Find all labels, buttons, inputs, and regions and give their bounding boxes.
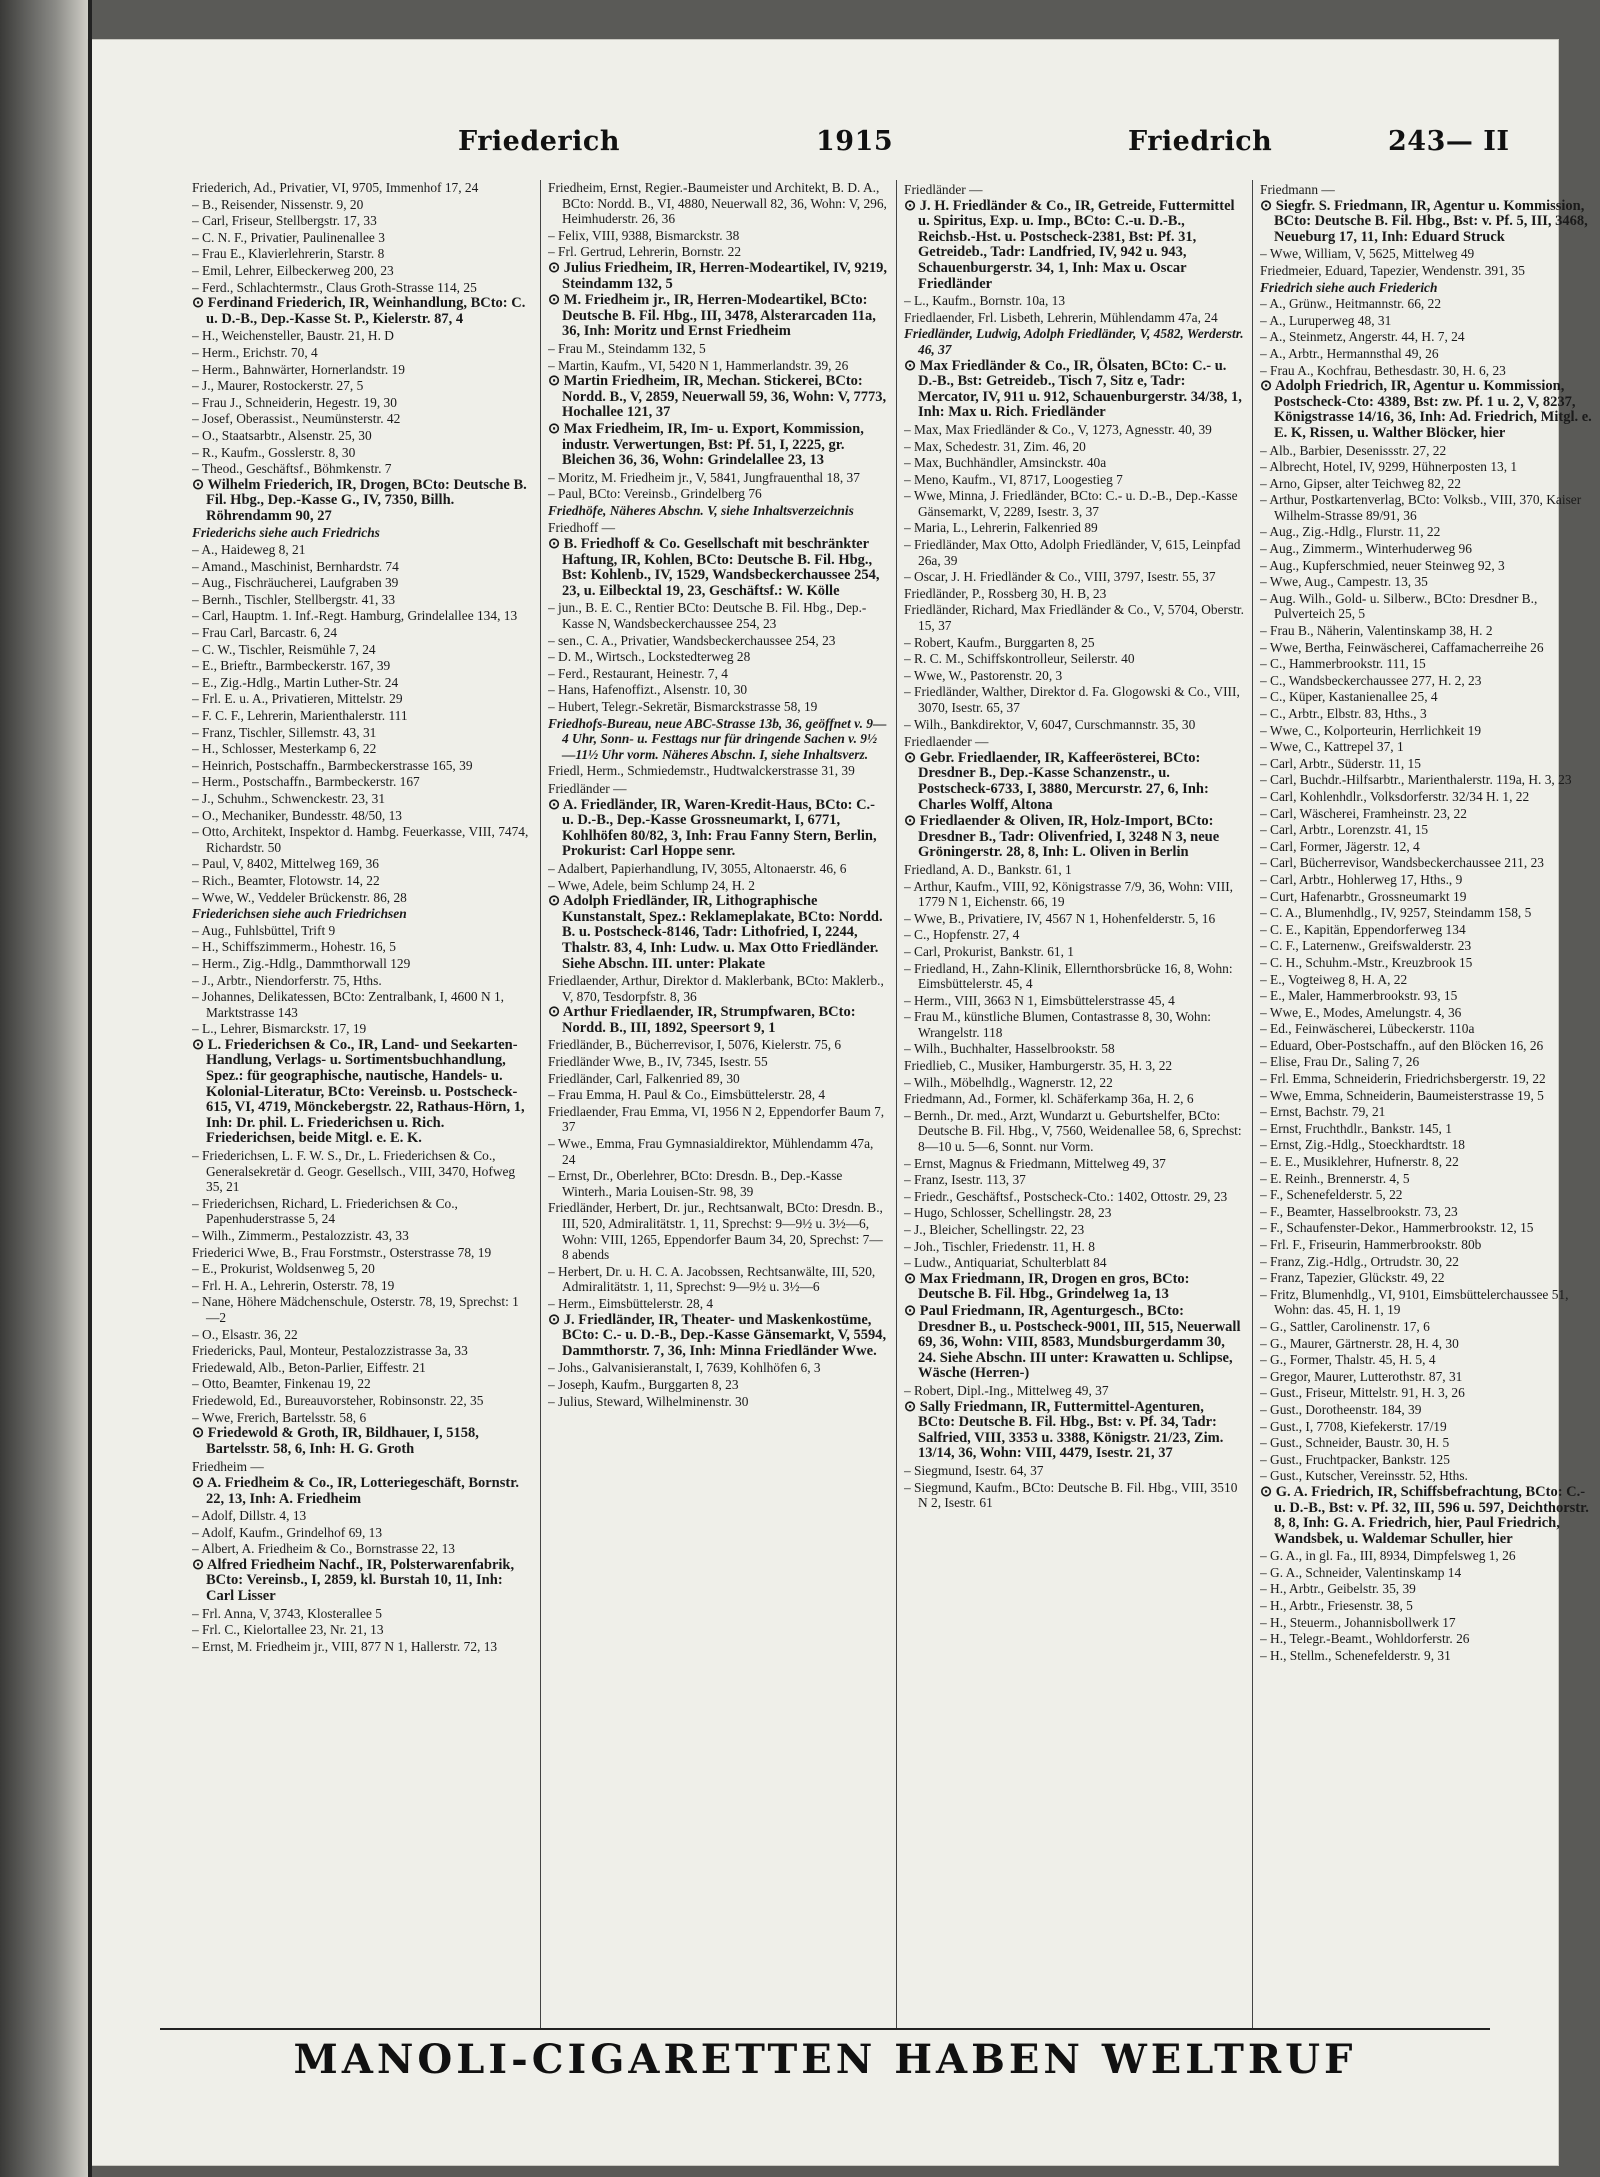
directory-entry: – Arthur, Postkartenverlag, BCto: Volksb., VIII, 370, Kaiser Wilhelm-Strasse 89/91, 36 [1260, 492, 1600, 523]
directory-entry: – Aug., Zimmerm., Winterhuderweg 96 [1260, 541, 1600, 557]
directory-entry: Friedlaender — [904, 734, 989, 750]
columns [192, 180, 1600, 2030]
column-divider [1252, 180, 1253, 2030]
directory-entry: – R., Kaufm., Gosslerstr. 8, 30 [192, 445, 532, 461]
directory-entry: – Curt, Hafenarbtr., Grossneumarkt 19 [1260, 889, 1600, 905]
directory-entry: – Rich., Beamter, Flotowstr. 14, 22 [192, 873, 532, 889]
directory-entry: – Ernst, Magnus & Friedmann, Mittelweg 49, 37 [904, 1156, 1244, 1172]
directory-entry: – Nane, Höhere Mädchenschule, Osterstr. 78, 19, Sprechst: 1—2 [192, 1294, 532, 1325]
directory-entry: – L., Kaufm., Bornstr. 10a, 13 [904, 293, 1244, 309]
directory-entry: – Aug., Fuhlsbüttel, Trift 9 [192, 923, 532, 939]
directory-entry: – jun., B. E. C., Rentier BCto: Deutsche B. Fil. Hbg., Dep.-Kasse N, Wandsbeckerchaussee 254, 23 [548, 600, 888, 631]
column-1 [192, 180, 532, 2030]
directory-entry: – Emil, Lehrer, Eilbeckerweg 200, 23 [192, 263, 532, 279]
directory-entry: – Ed., Feinwäscherei, Lübeckerstr. 110a [1260, 1021, 1600, 1037]
directory-entry: – Fritz, Blumenhdlg., VI, 9101, Eimsbüttelerchaussee 51, Wohn: das. 45, H. 1, 19 [1260, 1287, 1600, 1318]
directory-entry: Friedhöfe, Näheres Abschn. V, siehe Inhaltsverzeichnis [548, 502, 854, 518]
header-year: 1915 [816, 126, 894, 157]
directory-entry: Friederici Wwe, B., Frau Forstmstr., Osterstrasse 78, 19 [192, 1244, 492, 1260]
directory-entry: – H., Stellm., Schenefelderstr. 9, 31 [1260, 1648, 1600, 1664]
directory-entry: – G., Maurer, Gärtnerstr. 28, H. 4, 30 [1260, 1336, 1600, 1352]
directory-entry: – Wwe., Emma, Frau Gymnasialdirektor, Mühlendamm 47a, 24 [548, 1136, 888, 1167]
directory-entry: – Johannes, Delikatessen, BCto: Zentralbank, I, 4600 N 1, Marktstrasse 143 [192, 989, 532, 1020]
directory-entry: – Wwe, William, V, 5625, Mittelweg 49 [1260, 246, 1600, 262]
directory-entry: – Frau E., Klavierlehrerin, Starstr. 8 [192, 246, 532, 262]
directory-entry: – Herm., Eimsbüttelerstr. 28, 4 [548, 1296, 888, 1312]
directory-entry: – Wwe, W., Veddeler Brückenstr. 86, 28 [192, 890, 532, 906]
directory-entry: – H., Arbtr., Geibelstr. 35, 39 [1260, 1581, 1600, 1597]
directory-entry: – H., Schiffszimmerm., Hohestr. 16, 5 [192, 939, 532, 955]
column-divider [540, 180, 541, 2030]
directory-entry: Friedrich siehe auch Friederich [1260, 279, 1438, 295]
directory-entry: – Hubert, Telegr.-Sekretär, Bismarckstrasse 58, 19 [548, 699, 888, 715]
directory-entry: Friedländer, B., Bücherrevisor, I, 5076, Kielerstr. 75, 6 [548, 1037, 842, 1053]
directory-entry: – C. E., Kapitän, Eppendorferweg 134 [1260, 922, 1600, 938]
directory-entry: Friedewold, Ed., Bureauvorsteher, Robinsonstr. 22, 35 [192, 1392, 484, 1408]
directory-entry: – Martin, Kaufm., VI, 5420 N 1, Hammerlandstr. 39, 26 [548, 358, 888, 374]
directory-entry: – J., Maurer, Rostockerstr. 27, 5 [192, 378, 532, 394]
directory-entry: – C., Wandsbeckerchaussee 277, H. 2, 23 [1260, 673, 1600, 689]
directory-entry: – Wilh., Zimmerm., Pestalozzistr. 43, 33 [192, 1228, 532, 1244]
directory-entry: – H., Arbtr., Friesenstr. 38, 5 [1260, 1598, 1600, 1614]
directory-entry: – Hans, Hafenoffizt., Alsenstr. 10, 30 [548, 682, 888, 698]
directory-entry: ⊙ Friedlaender & Oliven, IR, Holz-Import, BCto: Dresdner B., Tadr: Olivenfried, I, 3248 N 3, neue Gröningerstr. 28, 8, Inh: L. Oliven in Berlin [904, 814, 1244, 861]
directory-entry: Friedlaender, Frl. Lisbeth, Lehrerin, Mühlendamm 47a, 24 [904, 309, 1218, 325]
directory-entry: – Paul, BCto: Vereinsb., Grindelberg 76 [548, 486, 888, 502]
directory-entry: ⊙ Arthur Friedlaender, IR, Strumpfwaren, BCto: Nordd. B., III, 1892, Speersort 9, 1 [548, 1005, 888, 1036]
directory-entry: ⊙ M. Friedheim jr., IR, Herren-Modeartikel, BCto: Deutsche B. Fil. Hbg., III, 3478, Alsterarcaden 11a, 36, Inh: Moritz und Ernst Friedheim [548, 293, 888, 340]
directory-entry: Friedlaender, Arthur, Direktor d. Maklerbank, BCto: Maklerb., V, 870, Tesdorpfstr. 8, 36 [548, 973, 884, 1004]
directory-entry: Friederichs siehe auch Friedrichs [192, 525, 380, 541]
directory-entry: – J., Schuhm., Schwenckestr. 23, 31 [192, 791, 532, 807]
directory-entry: – Adolf, Dillstr. 4, 13 [192, 1508, 532, 1524]
column-divider [896, 180, 897, 2030]
directory-entry: – Carl, Prokurist, Bankstr. 61, 1 [904, 944, 1244, 960]
directory-entry: – Frl. F., Friseurin, Hammerbrookstr. 80b [1260, 1237, 1600, 1253]
page-header [88, 126, 1558, 166]
directory-entry: – Carl, Wäscherei, Framheinstr. 23, 22 [1260, 806, 1600, 822]
directory-entry: Friedländer — [548, 780, 627, 796]
directory-entry: Friedericks, Paul, Monteur, Pestalozzistrasse 3a, 33 [192, 1343, 468, 1359]
directory-entry: ⊙ Wilhelm Friederich, IR, Drogen, BCto: Deutsche B. Fil. Hbg., Dep.-Kasse G., IV, 7350, Billh. Röhrendamm 90, 27 [192, 478, 532, 525]
directory-entry: – Ludw., Antiquariat, Schulterblatt 84 [904, 1255, 1244, 1271]
directory-entry: – Joseph, Kaufm., Burggarten 8, 23 [548, 1377, 888, 1393]
directory-entry: – Bernh., Tischler, Stellbergstr. 41, 33 [192, 592, 532, 608]
directory-entry: ⊙ Martin Friedheim, IR, Mechan. Stickerei, BCto: Nordd. B., V, 2859, Neuerwall 59, 36, Wohn: V, 7773, Hochallee 121, 37 [548, 374, 888, 421]
directory-entry: – Herm., Postschaffn., Barmbeckerstr. 167 [192, 774, 532, 790]
directory-entry: – Wwe, E., Modes, Amelungstr. 4, 36 [1260, 1005, 1600, 1021]
directory-entry: – Gregor, Maurer, Lutterothstr. 87, 31 [1260, 1369, 1600, 1385]
directory-entry: Friedmann — [1260, 182, 1335, 197]
directory-entry: – F. C. F., Lehrerin, Marienthalerstr. 111 [192, 708, 532, 724]
directory-entry: ⊙ Friedewold & Groth, IR, Bildhauer, I, 5158, Bartelsstr. 58, 6, Inh: H. G. Groth [192, 1426, 532, 1457]
directory-entry: – Paul, V, 8402, Mittelweg 169, 36 [192, 856, 532, 872]
directory-entry: – Alb., Barbier, Desenissstr. 27, 22 [1260, 443, 1600, 459]
directory-entry: Friedl, Herm., Schmiedemstr., Hudtwalckerstrasse 31, 39 [548, 763, 855, 779]
directory-entry: – Otto, Architekt, Inspektor d. Hambg. Feuerkasse, VIII, 7474, Richardstr. 50 [192, 824, 532, 855]
directory-entry: Friedländer, Herbert, Dr. jur., Rechtsanwalt, BCto: Dresdn. B., III, 520, Admiralitätstr. 1, 11, Sprechst: 9—9½ u. 3½—6, Wohn: VIII, 1265, Eppendorfer Baum 34, 20, Sprechst: 7—8 abends [548, 1200, 883, 1263]
directory-entry: ⊙ J. Friedländer, IR, Theater- und Maskenkostüme, BCto: C.- u. D.-B., Dep.-Kasse Gänsemarkt, V, 5594, Dammthorstr. 7, 36, Inh: Minna Friedländer Wwe. [548, 1313, 888, 1360]
directory-entry: – E. E., Musiklehrer, Hufnerstr. 8, 22 [1260, 1154, 1600, 1170]
directory-entry: Friedlieb, C., Musiker, Hamburgerstr. 35, H. 3, 22 [904, 1058, 1173, 1074]
directory-entry: – Maria, L., Lehrerin, Falkenried 89 [904, 520, 1244, 536]
directory-entry: – Wilh., Bankdirektor, V, 6047, Curschmannstr. 35, 30 [904, 717, 1244, 733]
directory-entry: – Wilh., Möbelhdlg., Wagnerstr. 12, 22 [904, 1075, 1244, 1091]
directory-entry: – Hugo, Schlosser, Schellingstr. 28, 23 [904, 1205, 1244, 1221]
directory-entry: ⊙ A. Friedheim & Co., IR, Lotteriegeschäft, Bornstr. 22, 13, Inh: A. Friedheim [192, 1476, 532, 1507]
directory-entry: – J., Arbtr., Niendorferstr. 75, Hths. [192, 973, 532, 989]
directory-entry: – Robert, Dipl.-Ing., Mittelweg 49, 37 [904, 1383, 1244, 1399]
directory-entry: – Carl, Kohlenhdlr., Volksdorferstr. 32/34 H. 1, 22 [1260, 789, 1600, 805]
directory-entry: – Wwe, Aug., Campestr. 13, 35 [1260, 574, 1600, 590]
directory-entry: Friedländer, Ludwig, Adolph Friedländer, V, 4582, Werderstr. 46, 37 [904, 326, 1244, 357]
directory-entry: – Wwe, Minna, J. Friedländer, BCto: C.- u. D.-B., Dep.-Kasse Gänsemarkt, V, 2289, Isestr. 3, 37 [904, 488, 1244, 519]
directory-entry: Friedländer — [904, 182, 983, 197]
directory-entry: – F., Schaufenster-Dekor., Hammerbrookstr. 12, 15 [1260, 1220, 1600, 1236]
directory-entry: – A., Arbtr., Hermannsthal 49, 26 [1260, 346, 1600, 362]
directory-entry: – Gust., Schneider, Baustr. 30, H. 5 [1260, 1435, 1600, 1451]
directory-entry: – Ernst, Zig.-Hdlg., Stoeckhardtstr. 18 [1260, 1137, 1600, 1153]
directory-entry: – sen., C. A., Privatier, Wandsbeckerchaussee 254, 23 [548, 633, 888, 649]
directory-entry: – F., Beamter, Hasselbrookstr. 73, 23 [1260, 1204, 1600, 1220]
directory-entry: ⊙ Max Friedländer & Co., IR, Ölsaten, BCto: C.- u. D.-B., Bst: Getreideb., Tisch 7, Sitz e, Tadr: Mercator, IV, 911 u. 912, Schauenburgerstr. 34/38, 1, Inh: Max u. Rich. Friedländer [904, 359, 1244, 421]
left-page-edge [0, 0, 92, 2177]
directory-entry: – O., Staatsarbtr., Alsenstr. 25, 30 [192, 428, 532, 444]
directory-entry: ⊙ Alfred Friedheim Nachf., IR, Polsterwarenfabrik, BCto: Vereinsb., I, 2859, kl. Burstah 10, 11, Inh: Carl Lisser [192, 1558, 532, 1605]
column-2 [548, 180, 888, 2030]
directory-entry: – Frau Emma, H. Paul & Co., Eimsbüttelerstr. 28, 4 [548, 1087, 888, 1103]
directory-entry: ⊙ Ferdinand Friederich, IR, Weinhandlung, BCto: C. u. D.-B., Dep.-Kasse St. P., Kielerstr. 87, 4 [192, 296, 532, 327]
directory-entry: – Gust., Friseur, Mittelstr. 91, H. 3, 26 [1260, 1385, 1600, 1401]
directory-entry: ⊙ L. Friederichsen & Co., IR, Land- und Seekarten-Handlung, Verlags- u. Sortimentsbuchhandlung, Spez.: für geographische, nautische, Handels- u. Kolonial-Literatur, BCto: Vereinsb. u. Postscheck-615, VI, 4719, Mönckebergstr. 22, Rathaus-Hörn, 1, Inh: Dr. phil. L. Friederichsen u. Rich. Friederichsen, beide Mitgl. e. E. K. [192, 1038, 532, 1147]
directory-entry: – Friedr., Geschäftsf., Postscheck-Cto.: 1402, Ottostr. 29, 23 [904, 1189, 1244, 1205]
directory-entry: – Felix, VIII, 9388, Bismarckstr. 38 [548, 228, 888, 244]
directory-entry: – Eduard, Ober-Postschaffn., auf den Blöcken 16, 26 [1260, 1038, 1600, 1054]
directory-entry: – Carl, Arbtr., Süderstr. 11, 15 [1260, 756, 1600, 772]
header-right-keyword: Friedrich [1128, 126, 1273, 157]
directory-entry: – Frau M., künstliche Blumen, Contastrasse 8, 30, Wohn: Wrangelstr. 118 [904, 1009, 1244, 1040]
directory-entry: – Ernst, Fruchthdlr., Bankstr. 145, 1 [1260, 1121, 1600, 1137]
directory-entry: Friedhoff — [548, 520, 616, 536]
directory-entry: – A., Haideweg 8, 21 [192, 542, 532, 558]
directory-entry: – Wwe, Adele, beim Schlump 24, H. 2 [548, 878, 888, 894]
directory-entry: – Aug., Zig.-Hdlg., Flurstr. 11, 22 [1260, 524, 1600, 540]
directory-entry: Friedheim — [192, 1459, 264, 1475]
directory-entry: – Frl. Anna, V, 3743, Klosterallee 5 [192, 1606, 532, 1622]
directory-entry: – Wwe, Bertha, Feinwäscherei, Caffamacherreihe 26 [1260, 640, 1600, 656]
directory-entry: ⊙ Sally Friedmann, IR, Futtermittel-Agenturen, BCto: Deutsche B. Fil. Hbg., Bst: v. Pf. 34, Tadr: Salfried, VIII, 3353 u. 3388, Königstr. 21/23, Zim. 13/14, 36, Wohn: VIII, 4479, Isestr. 21, 37 [904, 1400, 1244, 1462]
directory-entry: Friederichsen siehe auch Friedrichsen [192, 906, 407, 922]
directory-entry: – Frl. Emma, Schneiderin, Friedrichsbergerstr. 19, 22 [1260, 1071, 1600, 1087]
directory-entry: – C. A., Blumenhdlg., IV, 9257, Steindamm 158, 5 [1260, 905, 1600, 921]
directory-entry: – Carl, Bücherrevisor, Wandsbeckerchaussee 211, 23 [1260, 855, 1600, 871]
directory-entry: – Frau B., Näherin, Valentinskamp 38, H. 2 [1260, 623, 1600, 639]
directory-entry: – Albert, A. Friedheim & Co., Bornstrasse 22, 13 [192, 1541, 532, 1557]
directory-entry: – O., Elsastr. 36, 22 [192, 1327, 532, 1343]
directory-entry: – Friederichsen, Richard, L. Friederichsen & Co., Papenhuderstrasse 5, 24 [192, 1196, 532, 1227]
directory-entry: – Moritz, M. Friedheim jr., V, 5841, Jungfrauenthal 18, 37 [548, 470, 888, 486]
directory-entry: ⊙ Julius Friedheim, IR, Herren-Modeartikel, IV, 9219, Steindamm 132, 5 [548, 261, 888, 292]
directory-entry: – E., Brieftr., Barmbeckerstr. 167, 39 [192, 658, 532, 674]
directory-entry: Friedländer, P., Rossberg 30, H. B, 23 [904, 585, 1107, 601]
directory-entry: ⊙ B. Friedhoff & Co. Gesellschaft mit beschränkter Haftung, IR, Kohlen, BCto: Deutsche B. Fil. Hbg., Bst: Kohlenb., IV, 1529, Wandsbeckerchaussee 254, 23, u. Eilbecktal 19, 23, Geschäftsf.: W. Kölle [548, 537, 888, 599]
directory-entry: – C., Hammerbrookstr. 111, 15 [1260, 656, 1600, 672]
directory-entry: – Frau J., Schneiderin, Hegestr. 19, 30 [192, 395, 532, 411]
directory-entry: – Franz, Zig.-Hdlg., Ortrudstr. 30, 22 [1260, 1254, 1600, 1270]
directory-entry: – C. W., Tischler, Reismühle 7, 24 [192, 642, 532, 658]
directory-entry: – Wwe, W., Pastorenstr. 20, 3 [904, 668, 1244, 684]
directory-entry: ⊙ A. Friedländer, IR, Waren-Kredit-Haus, BCto: C.- u. D.-B., Dep.-Kasse Grossneumarkt, I, 6771, Kohlhöfen 80/82, 3, Inh: Frau Fanny Stern, Berlin, Prokurist: Carl Hoppe senr. [548, 798, 888, 860]
directory-entry: – Albrecht, Hotel, IV, 9299, Hühnerposten 13, 1 [1260, 459, 1600, 475]
directory-entry: – Meno, Kaufm., VI, 8717, Loogestieg 7 [904, 472, 1244, 488]
directory-entry: – R. C. M., Schiffskontrolleur, Seilerstr. 40 [904, 651, 1244, 667]
directory-entry: ⊙ Paul Friedmann, IR, Agenturgesch., BCto: Dresdner B., u. Postscheck-9001, III, 515, Neuerwall 69, 36, Wohn: VIII, 8583, Mundsburgerdamm 30, 24. Siehe Abschn. III unter: Krawatten u. Schlipse, Wäsche (Herren-) [904, 1304, 1244, 1382]
directory-entry: ⊙ J. H. Friedländer & Co., IR, Getreide, Futtermittel u. Spiritus, Exp. u. Imp., BCto: C.-u. D.-B., Reichsb.-Hst. u. Postscheck-2381, Bst: Pf. 31, Getreideb., Tadr: Landfried, IV, 942 u. 943, Schauenburgerstr. 34, 1, Inh: Max u. Oscar Friedländer [904, 199, 1244, 293]
directory-entry: – Max, Buchhändler, Amsinckstr. 40a [904, 455, 1244, 471]
directory-entry: – G., Sattler, Carolinenstr. 17, 6 [1260, 1319, 1600, 1335]
directory-entry: – E., Zig.-Hdlg., Martin Luther-Str. 24 [192, 675, 532, 691]
directory-entry: – Wwe, B., Privatiere, IV, 4567 N 1, Hohenfelderstr. 5, 16 [904, 911, 1244, 927]
directory-entry: – Aug. Wilh., Gold- u. Silberw., BCto: Dresdner B., Pulverteich 25, 5 [1260, 591, 1600, 622]
directory-entry: ⊙ Adolph Friedländer, IR, Lithographische Kunstanstalt, Spez.: Reklameplakate, BCto: Nordd. B. u. Postscheck-8146, Tadr: Lithofried, I, 2244, Thalstr. 83, 4, Inh: Ludw. u. Max Otto Friedländer. Siehe Abschn. III. unter: Plakate [548, 894, 888, 972]
directory-entry: – Wwe, C., Kattrepel 37, 1 [1260, 739, 1600, 755]
directory-entry: ⊙ Gebr. Friedlaender, IR, Kaffeerösterei, BCto: Dresdner B., Dep.-Kasse Schanzenstr., u. Postscheck-6733, I, 3880, Mercurstr. 27, 6, Inh: Charles Wolff, Altona [904, 751, 1244, 813]
directory-entry: – Siegmund, Isestr. 64, 37 [904, 1463, 1244, 1479]
directory-entry: – Siegmund, Kaufm., BCto: Deutsche B. Fil. Hbg., VIII, 3510 N 2, Isestr. 61 [904, 1480, 1244, 1511]
directory-entry: – O., Mechaniker, Bundesstr. 48/50, 13 [192, 808, 532, 824]
directory-entry: – Herm., Erichstr. 70, 4 [192, 345, 532, 361]
directory-entry: – Carl, Arbtr., Lorenzstr. 41, 15 [1260, 822, 1600, 838]
directory-entry: – H., Schlosser, Mesterkamp 6, 22 [192, 741, 532, 757]
directory-entry: – Carl, Hauptm. 1. Inf.-Regt. Hamburg, Grindelallee 134, 13 [192, 608, 532, 624]
directory-entry: – Amand., Maschinist, Bernhardstr. 74 [192, 559, 532, 575]
directory-entry: – C. H., Schuhm.-Mstr., Kreuzbrook 15 [1260, 955, 1600, 971]
directory-entry: – Herm., VIII, 3663 N 1, Eimsbüttelerstrasse 45, 4 [904, 993, 1244, 1009]
directory-entry: – C., Hopfenstr. 27, 4 [904, 927, 1244, 943]
directory-entry: ⊙ Siegfr. S. Friedmann, IR, Agentur u. Kommission, BCto: Deutsche B. Fil. Hbg., Bst: v. Pf. 5, III, 3468, Neueburg 17, 11, Inh: Eduard Struck [1260, 199, 1600, 246]
directory-entry: – Josef, Oberassist., Neumünsterstr. 42 [192, 411, 532, 427]
directory-entry: – Frl. E. u. A., Privatieren, Mittelstr. 29 [192, 691, 532, 707]
directory-entry: – G. A., in gl. Fa., III, 8934, Dimpfelsweg 1, 26 [1260, 1548, 1600, 1564]
directory-entry: – Ernst, Bachstr. 79, 21 [1260, 1104, 1600, 1120]
directory-entry: – Elise, Frau Dr., Saling 7, 26 [1260, 1054, 1600, 1070]
directory-entry: ⊙ Adolph Friedrich, IR, Agentur u. Kommission, Postscheck-Cto: 4389, Bst: zw. Pf. 1 u. 2, V, 8237, Königstrasse 14/16, 36, Inh: Ad. Friedrich, Mitgl. e. E. K, Rissen, u. Walther Blöcker, hier [1260, 379, 1600, 441]
directory-entry: – Carl, Buchdr.-Hilfsarbtr., Marienthalerstr. 119a, H. 3, 23 [1260, 772, 1600, 788]
directory-entry: – F., Schenefelderstr. 5, 22 [1260, 1187, 1600, 1203]
directory-entry: – A., Steinmetz, Angerstr. 44, H. 7, 24 [1260, 329, 1600, 345]
directory-entry: – Julius, Steward, Wilhelminenstr. 30 [548, 1394, 888, 1410]
directory-entry: – Friederichsen, L. F. W. S., Dr., L. Friederichsen & Co., Generalsekretär d. Geogr. Gesellsch., VIII, 3470, Hofweg 35, 21 [192, 1148, 532, 1195]
directory-entry: – C., Arbtr., Elbstr. 83, Hths., 3 [1260, 706, 1600, 722]
directory-entry: – E., Vogteiweg 8, H. A, 22 [1260, 972, 1600, 988]
directory-entry: – Adolf, Kaufm., Grindelhof 69, 13 [192, 1525, 532, 1541]
directory-entry: – Bernh., Dr. med., Arzt, Wundarzt u. Geburtshelfer, BCto: Deutsche B. Fil. Hbg., V, 7560, Weidenallee 58, 6, Sprechst: 8—10 u. 5—6, Sonnt. nur Vorm. [904, 1108, 1244, 1155]
directory-entry: Friedheim, Ernst, Regier.-Baumeister und Architekt, B. D. A., BCto: Nordd. B., VI, 4880, Neuerwall 82, 36, Wohn: V, 296, Heimhuderstr. 26, 36 [548, 180, 887, 227]
directory-entry: – Max, Max Friedländer & Co., V, 1273, Agnesstr. 40, 39 [904, 422, 1244, 438]
directory-entry: Friedländer, Carl, Falkenried 89, 30 [548, 1070, 740, 1086]
directory-entry: – Frl. Gertrud, Lehrerin, Bornstr. 22 [548, 244, 888, 260]
directory-entry: – H., Steuerm., Johannisbollwerk 17 [1260, 1615, 1600, 1631]
directory-entry: – E., Maler, Hammerbrookstr. 93, 15 [1260, 988, 1600, 1004]
directory-entry: – G., Former, Thalstr. 45, H. 5, 4 [1260, 1352, 1600, 1368]
directory-entry: – Gust., I, 7708, Kiefekerstr. 17/19 [1260, 1419, 1600, 1435]
directory-entry: – Herm., Zig.-Hdlg., Dammthorwall 129 [192, 956, 532, 972]
directory-entry: – Theod., Geschäftsf., Böhmkenstr. 7 [192, 461, 532, 477]
directory-entry: – D. M., Wirtsch., Lockstedterweg 28 [548, 649, 888, 665]
directory-entry: – Carl, Friseur, Stellbergstr. 17, 33 [192, 213, 532, 229]
directory-entry: – Ernst, Dr., Oberlehrer, BCto: Dresdn. B., Dep.-Kasse Winterh., Maria Louisen-Str. 98, 39 [548, 1168, 888, 1199]
directory-entry: – Franz, Tischler, Sillemstr. 43, 31 [192, 725, 532, 741]
directory-entry: – Gust., Kutscher, Vereinsstr. 52, Hths. [1260, 1468, 1600, 1484]
directory-entry: – E. Reinh., Brennerstr. 4, 5 [1260, 1171, 1600, 1187]
directory-entry: – A., Grünw., Heitmannstr. 66, 22 [1260, 296, 1600, 312]
directory-entry: – Franz, Isestr. 113, 37 [904, 1172, 1244, 1188]
directory-entry: – Joh., Tischler, Friedenstr. 11, H. 8 [904, 1239, 1244, 1255]
directory-entry: – Carl, Former, Jägerstr. 12, 4 [1260, 839, 1600, 855]
column-4 [1260, 180, 1600, 2030]
directory-entry: – Frl. H. A., Lehrerin, Osterstr. 78, 19 [192, 1278, 532, 1294]
directory-entry: – Franz, Tapezier, Glückstr. 49, 22 [1260, 1270, 1600, 1286]
directory-entry: – G. A., Schneider, Valentinskamp 14 [1260, 1565, 1600, 1581]
directory-entry: – C. F., Laternenw., Greifswalderstr. 23 [1260, 938, 1600, 954]
directory-entry: – Ernst, M. Friedheim jr., VIII, 877 N 1, Hallerstr. 72, 13 [192, 1639, 532, 1655]
directory-entry: – Otto, Beamter, Finkenau 19, 22 [192, 1376, 532, 1392]
directory-entry: – Arno, Gipser, alter Teichweg 82, 22 [1260, 476, 1600, 492]
directory-entry: – Friedländer, Walther, Direktor d. Fa. Glogowski & Co., VIII, 3070, Isestr. 65, 37 [904, 684, 1244, 715]
directory-entry: – Wilh., Buchhalter, Hasselbrookstr. 58 [904, 1041, 1244, 1057]
directory-entry: – Aug., Kupferschmied, neuer Steinweg 92, 3 [1260, 558, 1600, 574]
directory-entry: – E., Prokurist, Woldsenweg 5, 20 [192, 1261, 532, 1277]
directory-entry: – H., Telegr.-Beamt., Wohldorferstr. 26 [1260, 1631, 1600, 1647]
directory-entry: – Max, Schedestr. 31, Zim. 46, 20 [904, 439, 1244, 455]
directory-entry: Friederich, Ad., Privatier, VI, 9705, Immenhof 17, 24 [192, 180, 479, 195]
directory-entry: – C., Küper, Kastanienallee 25, 4 [1260, 689, 1600, 705]
directory-entry: – Wwe, Frerich, Bartelsstr. 58, 6 [192, 1410, 532, 1426]
directory-entry: – Oscar, J. H. Friedländer & Co., VIII, 3797, Isestr. 55, 37 [904, 569, 1244, 585]
directory-entry: – Johs., Galvanisieranstalt, I, 7639, Kohlhöfen 6, 3 [548, 1360, 888, 1376]
directory-entry: – Frau Carl, Barcastr. 6, 24 [192, 625, 532, 641]
directory-entry: – Wwe, Emma, Schneiderin, Baumeisterstrasse 19, 5 [1260, 1088, 1600, 1104]
directory-entry: – Gust., Fruchtpacker, Bankstr. 125 [1260, 1452, 1600, 1468]
directory-entry: – Herbert, Dr. u. H. C. A. Jacobssen, Rechtsanwälte, III, 520, Admiralitätstr. 1, 11, Sprechst: 9—9½ u. 3½—6 [548, 1264, 888, 1295]
directory-entry: – H., Weichensteller, Baustr. 21, H. D [192, 328, 532, 344]
directory-entry: – Frl. C., Kielortallee 23, Nr. 21, 13 [192, 1622, 532, 1638]
directory-entry: – Friedländer, Max Otto, Adolph Friedländer, V, 615, Leinpfad 26a, 39 [904, 537, 1244, 568]
directory-entry: – A., Luruperweg 48, 31 [1260, 313, 1600, 329]
directory-entry: ⊙ Max Friedheim, IR, Im- u. Export, Kommission, industr. Verwertungen, Bst: Pf. 51, I, 2225, gr. Bleichen 36, 36, Wohn: Grindelallee 23, 13 [548, 422, 888, 469]
footer-advertisement: MANOLI-CIGARETTEN HABEN WELTRUF [160, 2028, 1490, 2083]
directory-entry: – L., Lehrer, Bismarckstr. 17, 19 [192, 1021, 532, 1037]
column-3 [904, 180, 1244, 2030]
directory-entry: – Aug., Fischräucherei, Laufgraben 39 [192, 575, 532, 591]
directory-entry: Friedlaender, Frau Emma, VI, 1956 N 2, Eppendorfer Baum 7, 37 [548, 1103, 885, 1135]
directory-entry: – Arthur, Kaufm., VIII, 92, Königstrasse 7/9, 36, Wohn: VIII, 1779 N 1, Eichenstr. 66, 19 [904, 879, 1244, 910]
directory-entry: – Herm., Bahnwärter, Hornerlandstr. 19 [192, 362, 532, 378]
directory-entry: – Friedland, H., Zahn-Klinik, Ellernthorsbrücke 16, 8, Wohn: Eimsbüttelerstr. 45, 4 [904, 961, 1244, 992]
directory-entry: ⊙ Max Friedmann, IR, Drogen en gros, BCto: Deutsche B. Fil. Hbg., Grindelweg 1a, 13 [904, 1272, 1244, 1303]
directory-entry: – Adalbert, Papierhandlung, IV, 3055, Altonaerstr. 46, 6 [548, 861, 888, 877]
directory-entry: – J., Bleicher, Schellingstr. 22, 23 [904, 1222, 1244, 1238]
directory-entry: ⊙ G. A. Friedrich, IR, Schiffsbefrachtung, BCto: C.- u. D.-B., Bst: v. Pf. 32, III, 596 u. 597, Deichthorstr. 8, 8, Inh: G. A. Friedrich, hier, Paul Friedrich, Wandsbek, u. Waldemar Schuller, hier [1260, 1485, 1600, 1547]
directory-entry: – Frau A., Kochfrau, Bethesdastr. 30, H. 6, 23 [1260, 363, 1600, 379]
directory-entry: Friedewald, Alb., Beton-Parlier, Eiffestr. 21 [192, 1359, 426, 1375]
directory-entry: – Ferd., Schlachtermstr., Claus Groth-Strasse 114, 25 [192, 280, 532, 296]
directory-entry: Friedländer Wwe, B., IV, 7345, Isestr. 55 [548, 1054, 768, 1070]
directory-entry: – Carl, Arbtr., Hohlerweg 17, Hths., 9 [1260, 872, 1600, 888]
directory-entry: Friedländer, Richard, Max Friedländer & Co., V, 5704, Oberstr. 15, 37 [904, 602, 1244, 634]
directory-entry: – B., Reisender, Nissenstr. 9, 20 [192, 197, 532, 213]
directory-entry: Friedhofs-Bureau, neue ABC-Strasse 13b, 36, geöffnet v. 9—4 Uhr, Sonn- u. Festtags nur für dringende Sachen v. 9½—11½ Uhr vorm. Näheres Abschn. I, siehe Inhaltsverz. [548, 715, 887, 762]
page-number: 243— II [1388, 126, 1510, 157]
directory-entry: – Gust., Dorotheenstr. 184, 39 [1260, 1402, 1600, 1418]
directory-entry: – Wwe, C., Kolporteurin, Herrlichkeit 19 [1260, 723, 1600, 739]
directory-entry: – Ferd., Restaurant, Heinestr. 7, 4 [548, 666, 888, 682]
directory-entry: Friedmann, Ad., Former, kl. Schäferkamp 36a, H. 2, 6 [904, 1091, 1194, 1107]
directory-entry: – C. N. F., Privatier, Paulinenallee 3 [192, 230, 532, 246]
directory-entry: Friedmeier, Eduard, Tapezier, Wendenstr. 391, 35 [1260, 262, 1525, 278]
directory-entry: – Robert, Kaufm., Burggarten 8, 25 [904, 635, 1244, 651]
header-left-keyword: Friederich [458, 126, 620, 157]
binding-line [88, 0, 92, 2177]
directory-entry: – Heinrich, Postschaffn., Barmbeckerstrasse 165, 39 [192, 758, 532, 774]
directory-entry: Friedland, A. D., Bankstr. 61, 1 [904, 861, 1072, 877]
directory-page [88, 40, 1592, 2165]
directory-entry: – Frau M., Steindamm 132, 5 [548, 341, 888, 357]
